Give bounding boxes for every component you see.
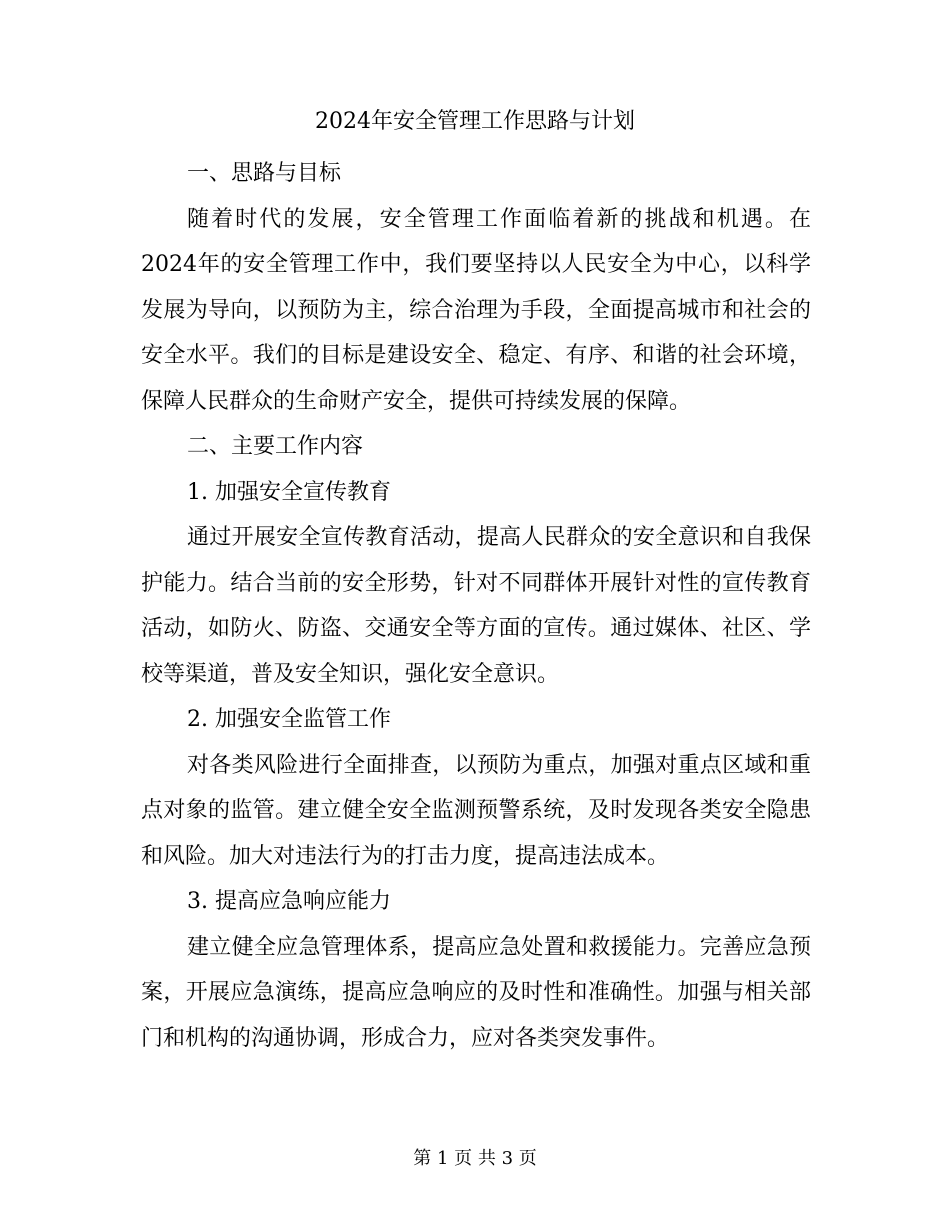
paragraph-education: 通过开展安全宣传教育活动，提高人民群众的安全意识和自我保护能力。结合当前的安全形势，针对不同群体开展针对性的宣传教育活动，如防火、防盗、交通安全等方面的宣传。通过媒体、社区、学校等渠道，普及安全知识，强化安全意识。: [141, 525, 811, 687]
paragraph-supervision: 对各类风险进行全面排查，以预防为重点，加强对重点区域和重点对象的监管。建立健全安全监测预警系统，及时发现各类安全隐患和风险。加大对违法行为的打击力度，提高违法成本。: [141, 752, 811, 869]
subheading-supervision: 2. 加强安全监管工作: [187, 707, 391, 732]
document-title: 2024年安全管理工作思路与计划: [315, 109, 635, 134]
section-heading-1: 一、思路与目标: [187, 161, 342, 186]
document-body: [141, 151, 811, 1061]
subheading-emergency: 3. 提高应急响应能力: [187, 889, 391, 914]
subheading-education: 1. 加强安全宣传教育: [187, 479, 391, 505]
page-footer: 第 1 页 共 3 页: [413, 1148, 537, 1169]
paragraph-goals: 随着时代的发展，安全管理工作面临着新的挑战和机遇。在2024年的安全管理工作中，我们要坚持以人民安全为中心，以科学发展为导向，以预防为主，综合治理为手段，全面提高城市和社会的安全水平。我们的目标是建设安全、稳定、有序、和谐的社会环境，保障人民群众的生命财产安全，提供可持续发展的保障。: [141, 206, 811, 414]
section-heading-2: 二、主要工作内容: [187, 434, 364, 459]
paragraph-emergency: 建立健全应急管理体系，提高应急处置和救援能力。完善应急预案，开展应急演练，提高应急响应的及时性和准确性。加强与相关部门和机构的沟通协调，形成合力，应对各类突发事件。: [141, 934, 811, 1051]
